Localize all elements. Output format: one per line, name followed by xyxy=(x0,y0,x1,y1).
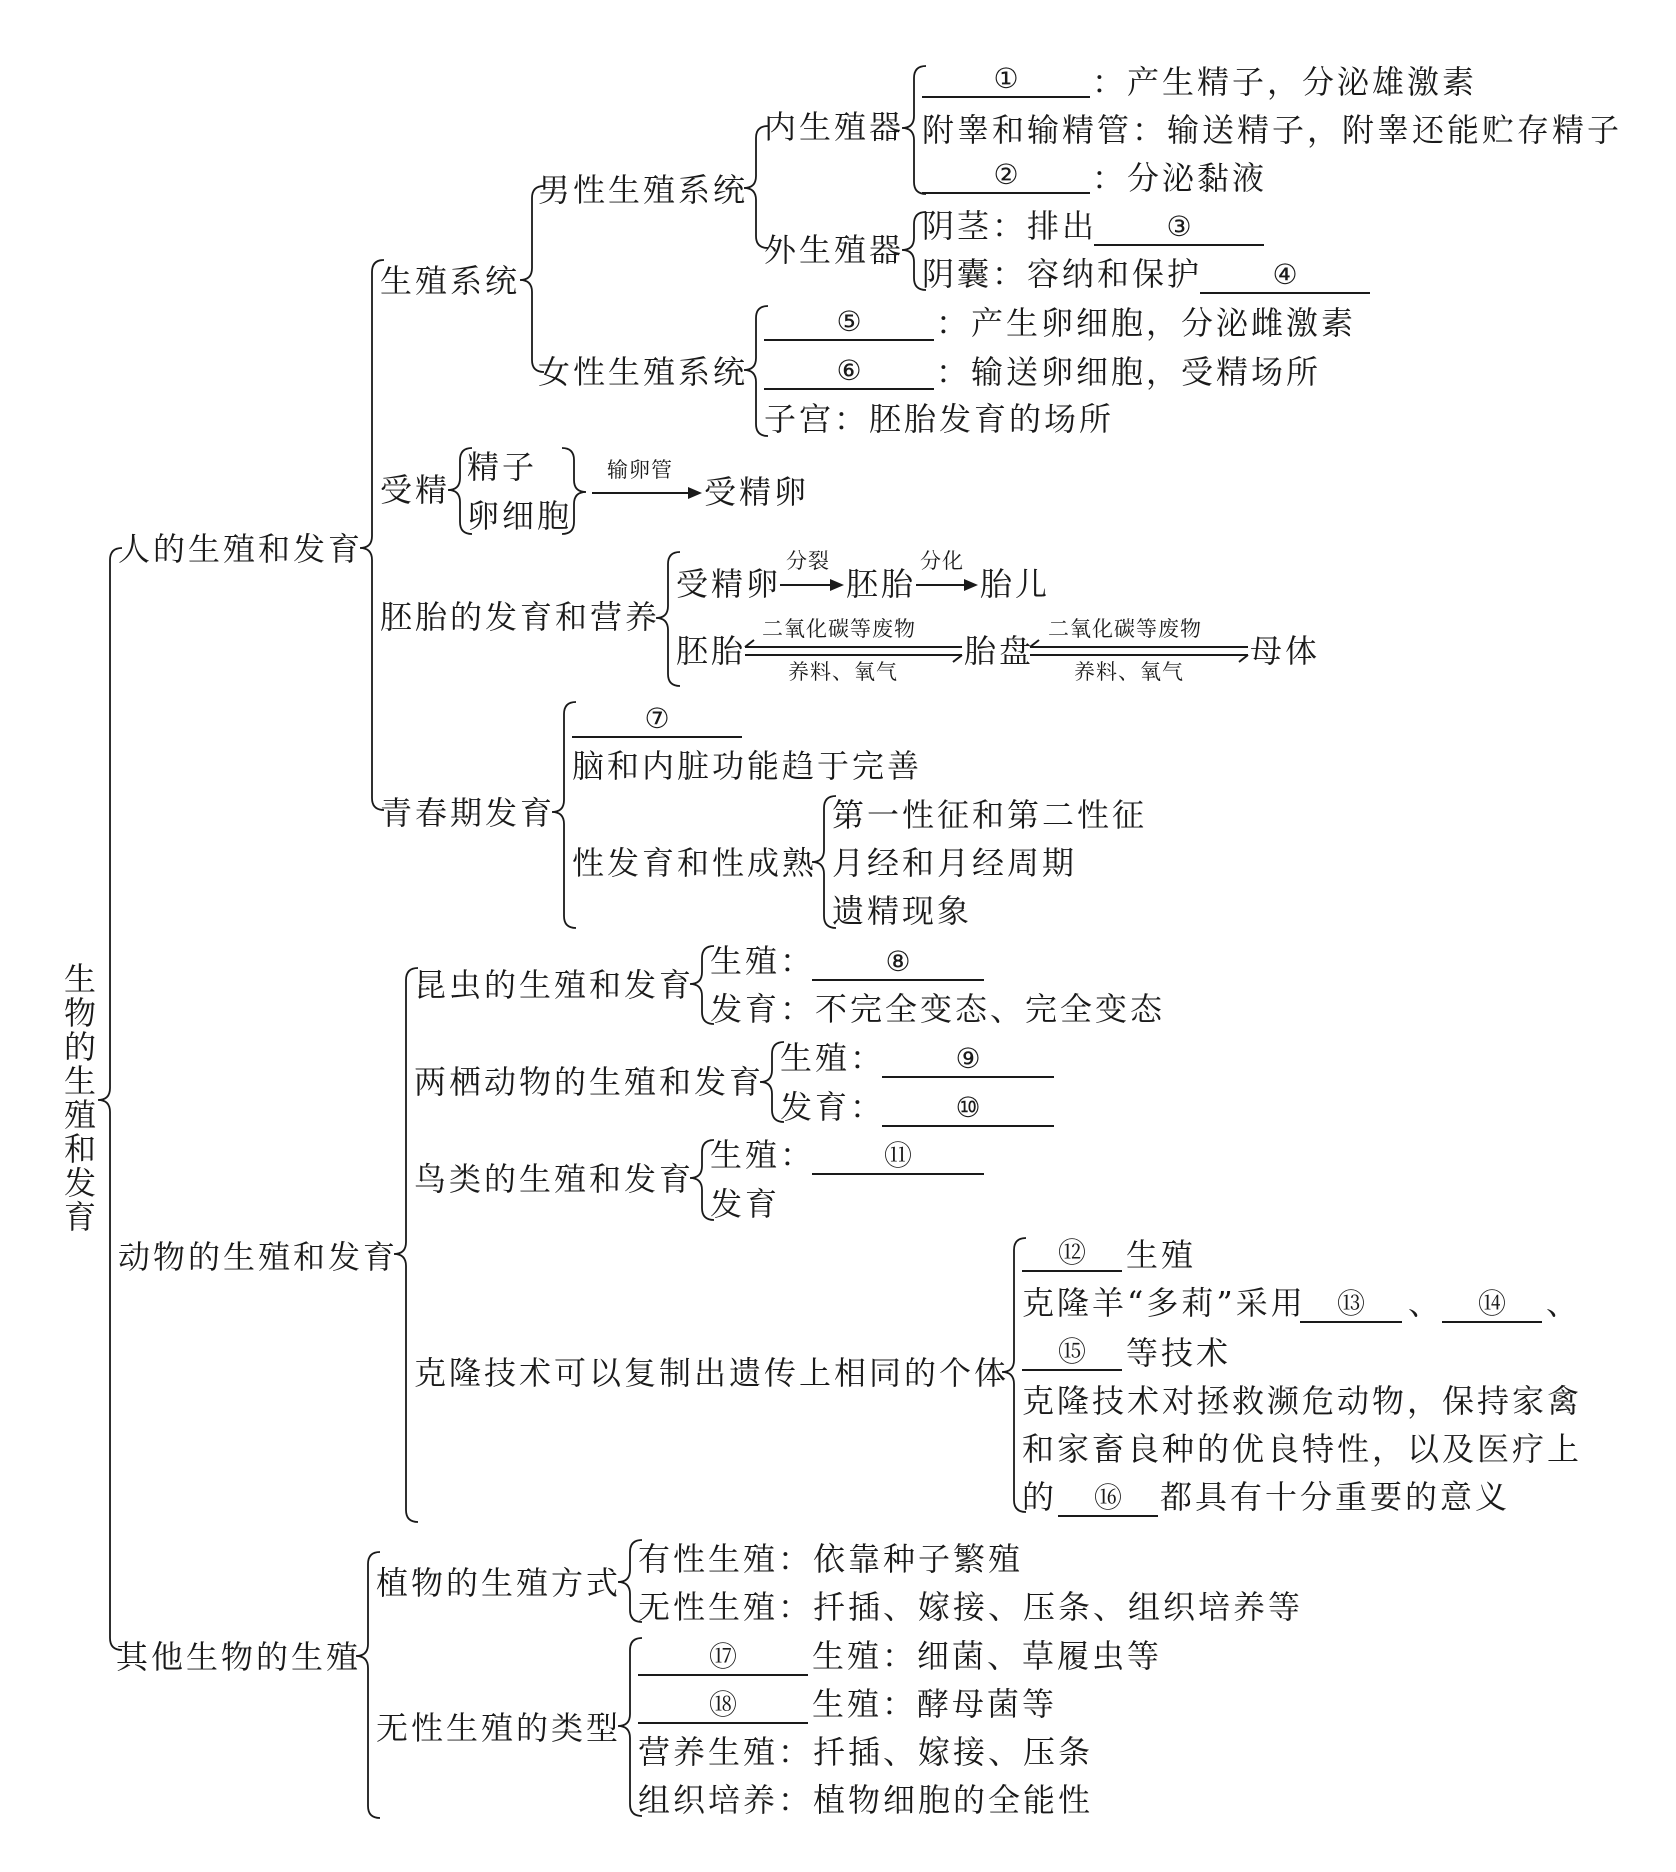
asexual-title: 无性生殖的类型 xyxy=(376,1709,622,1747)
amphibian-line-1: 生殖： xyxy=(780,1039,886,1077)
amphibian-title: 两栖动物的生殖和发育 xyxy=(414,1063,765,1101)
embryo-r2-embryo: 胚胎 xyxy=(676,632,747,670)
brace-repro-system xyxy=(520,186,544,372)
clone-line-1: 生殖 xyxy=(1126,1236,1197,1274)
blank-16[interactable]: ⑯ xyxy=(1058,1481,1158,1517)
embryo-r2-placenta: 胎盘 xyxy=(964,632,1035,670)
brace-human xyxy=(360,260,384,810)
sex-line-3: 遗精现象 xyxy=(832,892,973,930)
asexual-line-2: 生殖：酵母菌等 xyxy=(812,1685,1058,1723)
female-line-1: ：产生卵细胞，分泌雌激素 xyxy=(936,304,1357,342)
embryo-r2-top2: 二氧化碳等废物 xyxy=(1048,617,1202,641)
clone-line-3: 等技术 xyxy=(1126,1334,1232,1372)
fertilization-result: 受精卵 xyxy=(704,473,810,511)
internal-line-2: 附睾和输精管：输送精子，附睾还能贮存精子 xyxy=(922,111,1623,149)
arrow-nutrient-hook-1 xyxy=(953,655,962,662)
clone-title: 克隆技术可以复制出遗传上相同的个体 xyxy=(414,1354,1010,1392)
clone-line-4: 克隆技术对拯救濒危动物，保持家禽 xyxy=(1022,1382,1583,1420)
blank-6[interactable]: ⑥ xyxy=(764,354,934,390)
fertilization-egg: 卵细胞 xyxy=(467,497,573,535)
blank-10[interactable]: ⑩ xyxy=(882,1091,1054,1127)
blank-5[interactable]: ⑤ xyxy=(764,305,934,341)
other-title: 其他生物的生殖 xyxy=(116,1638,362,1676)
clone-line-6a: 的 xyxy=(1022,1478,1058,1516)
arrow-differentiation-head xyxy=(964,579,978,591)
human-title: 人的生殖和发育 xyxy=(118,530,364,568)
internal-line-1: ：产生精子，分泌雄激素 xyxy=(1092,63,1478,101)
asexual-line-1: 生殖：细菌、草履虫等 xyxy=(812,1637,1163,1675)
blank-9[interactable]: ⑨ xyxy=(882,1042,1054,1078)
embryo-r2-bot1: 养料、氧气 xyxy=(788,660,898,684)
embryo-r1-embryo: 胚胎 xyxy=(846,565,917,603)
sex-development-title: 性发育和性成熟 xyxy=(572,844,818,882)
fertilization-title: 受精 xyxy=(380,471,451,509)
female-line-2: ：输送卵细胞，受精场所 xyxy=(936,353,1322,391)
embryo-r2-bot2: 养料、氧气 xyxy=(1074,660,1184,684)
insect-line-2: 发育：不完全变态、完全变态 xyxy=(710,990,1166,1028)
blank-8[interactable]: ⑧ xyxy=(812,945,984,981)
plant-line-2: 无性生殖：扦插、嫁接、压条、组织培养等 xyxy=(638,1588,1304,1626)
embryo-r1-zygote: 受精卵 xyxy=(676,565,782,603)
insect-title: 昆虫的生殖和发育 xyxy=(414,966,695,1004)
arrow-division-head xyxy=(830,579,844,591)
external-organs-title: 外生殖器 xyxy=(764,231,905,269)
female-system-title: 女性生殖系统 xyxy=(538,353,749,391)
external-line-1: 阴茎：排出 xyxy=(922,207,1098,245)
clone-sep-1: 、 xyxy=(1408,1284,1444,1322)
fertilization-sperm: 精子 xyxy=(467,448,538,486)
root-title: 生物的生殖和发育 xyxy=(63,960,96,1236)
puberty-line-1: 脑和内脏功能趋于完善 xyxy=(572,747,923,785)
blank-14[interactable]: ⑭ xyxy=(1442,1287,1542,1323)
embryo-r2-top1: 二氧化碳等废物 xyxy=(762,617,916,641)
internal-organs-title: 内生殖器 xyxy=(764,108,905,146)
repro-system-title: 生殖系统 xyxy=(380,262,521,300)
clone-line-2: 克隆羊“多莉”采用 xyxy=(1022,1284,1306,1322)
embryo-r2-mother: 母体 xyxy=(1250,632,1321,670)
external-line-2: 阴囊：容纳和保护 xyxy=(922,255,1203,293)
amphibian-line-2: 发育： xyxy=(780,1088,886,1126)
embryo-r1-arrow1-label: 分裂 xyxy=(786,549,830,573)
animal-title: 动物的生殖和发育 xyxy=(118,1238,399,1276)
asexual-line-4: 组织培养：植物细胞的全能性 xyxy=(638,1781,1094,1819)
blank-11[interactable]: ⑪ xyxy=(812,1139,984,1175)
arrow-oviduct-head xyxy=(688,487,702,499)
blank-7[interactable]: ⑦ xyxy=(572,702,742,738)
clone-line-6b: 都具有十分重要的意义 xyxy=(1160,1478,1511,1516)
asexual-line-3: 营养生殖：扦插、嫁接、压条 xyxy=(638,1733,1094,1771)
internal-line-3: ：分泌黏液 xyxy=(1092,159,1268,197)
blank-13[interactable]: ⑬ xyxy=(1300,1287,1402,1323)
insect-line-1: 生殖： xyxy=(710,942,816,980)
blank-1[interactable]: ① xyxy=(922,62,1090,98)
blank-2[interactable]: ② xyxy=(922,158,1090,194)
sex-line-2: 月经和月经周期 xyxy=(832,844,1078,882)
blank-17[interactable]: ⑰ xyxy=(638,1640,808,1676)
male-system-title: 男性生殖系统 xyxy=(538,171,749,209)
clone-sep-2: 、 xyxy=(1546,1284,1582,1322)
plant-line-1: 有性生殖：依靠种子繁殖 xyxy=(638,1540,1024,1578)
female-line-3: 子宫：胚胎发育的场所 xyxy=(764,400,1115,438)
arrow-nutrient-hook-2 xyxy=(1239,655,1248,662)
puberty-title: 青春期发育 xyxy=(380,794,556,832)
blank-18[interactable]: ⑱ xyxy=(638,1688,808,1724)
arrow-label-oviduct: 输卵管 xyxy=(607,458,673,482)
bird-line-1: 生殖： xyxy=(710,1136,816,1174)
blank-15[interactable]: ⑮ xyxy=(1022,1335,1122,1371)
plant-title: 植物的生殖方式 xyxy=(376,1564,622,1602)
brace-root xyxy=(98,548,122,1650)
embryo-title: 胚胎的发育和营养 xyxy=(380,598,661,636)
clone-line-5: 和家畜良种的优良特性，以及医疗上 xyxy=(1022,1430,1583,1468)
bird-title: 鸟类的生殖和发育 xyxy=(414,1160,695,1198)
blank-3[interactable]: ③ xyxy=(1094,210,1264,246)
blank-4[interactable]: ④ xyxy=(1200,258,1370,294)
embryo-r1-arrow2-label: 分化 xyxy=(920,549,964,573)
sex-line-1: 第一性征和第二性征 xyxy=(832,796,1148,834)
bird-line-2: 发育 xyxy=(710,1185,781,1223)
arrow-waste-hook-1 xyxy=(745,640,754,647)
embryo-r1-fetus: 胎儿 xyxy=(980,565,1051,603)
blank-12[interactable]: ⑫ xyxy=(1022,1236,1122,1272)
